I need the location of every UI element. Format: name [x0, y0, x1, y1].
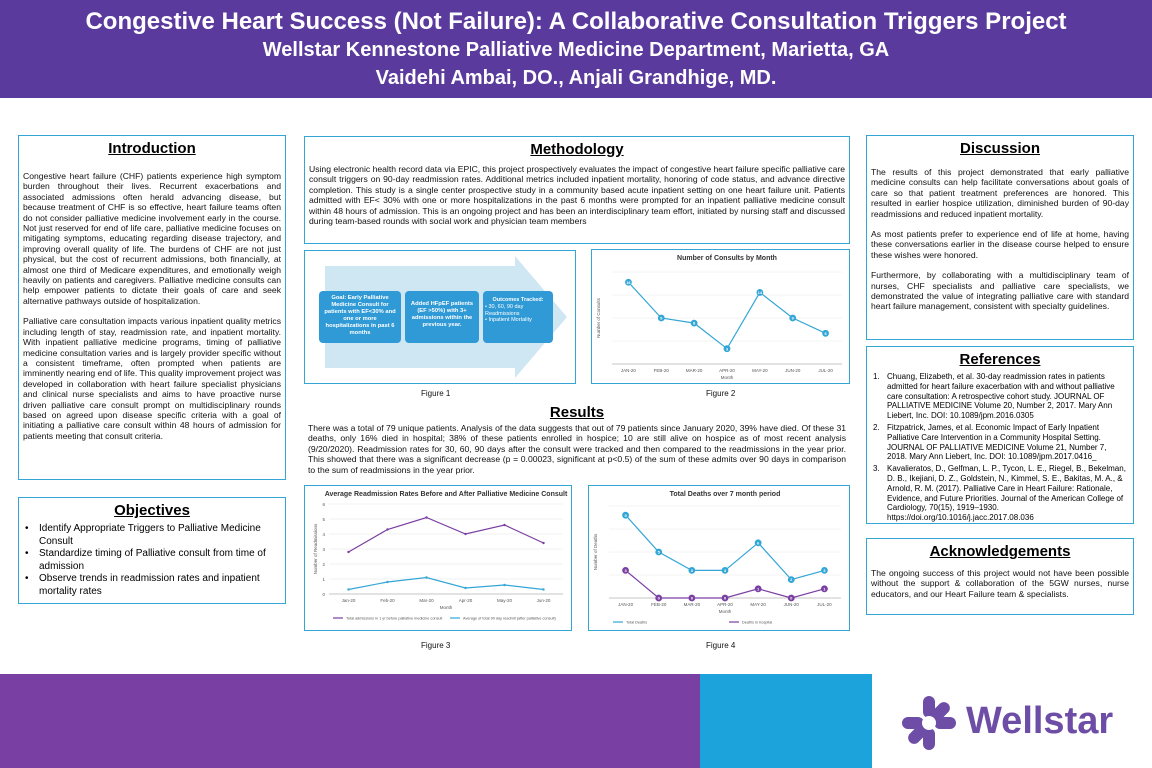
data-point [386, 581, 388, 583]
data-point [464, 533, 466, 535]
data-point [386, 528, 388, 530]
x-tick-label: JUL-20 [818, 368, 833, 373]
objective-item: • Observe trends in readmission rates and inpatient mortality rates [23, 573, 279, 598]
x-tick-label: JAN-20 [620, 368, 636, 373]
discussion-paragraph-1: The results of this project demonstrated that early palliative medicine consults can help facilitate conversations about goals of care so that patient treatment preferences are honored. This resulted in earlier hospice utilization, diminished burden of 90-day readmissions and reduced inpatient mortality. [871, 167, 1129, 219]
data-point [503, 584, 505, 586]
data-point [425, 576, 427, 578]
data-label: 3 [723, 568, 727, 573]
data-label: 0 [657, 595, 660, 601]
outcomes-title: Outcomes Tracked: [492, 297, 544, 303]
y-tick-label: 5 [322, 517, 325, 522]
data-label: 2 [790, 577, 793, 583]
figure-3-label: Figure 3 [421, 641, 451, 650]
x-tick-label: May-20 [496, 598, 513, 603]
figure-2-label: Figure 2 [706, 389, 736, 398]
footer-blue-band [700, 674, 872, 768]
acknowledgements-heading: Acknowledgements [929, 543, 1071, 560]
reference-item: 3. Kavalieratos, D., Gelfman, L. P., Tycon, L. E., Riegel, B., Bekelman, D. B., Ikejiani, D. Z., Goldstein, N., Kimmel, S. E., Bakitas, M. A., & Arnold, R. M. (2017). Palliative Care in Heart Failure: Rationale, Evidence, and Future Priorities. Journal of the American College of Cardiology, 70(15), 1919–1930. https://doi.org/10.1016/j.jacc.2017.08.036 [873, 464, 1126, 523]
introduction-paragraph-1: Congestive heart failure (CHF) patients experience high symptom burden throughout their lives. Recurrent exacerbations and associated admissions often herald advancing disease, but because treatment of CHF is so effective, heart failure teams often do not consider palliative medicine involvement early in the course. Not just reserved for end of life care, palliative medicine focuses on mitigating symptoms, educating regarding disease trajectory, and improving overall quality of life. The burdens of CHF are not just physical, but the cost of recurrent admissions, both financially, at almost one third of Medicare expenditures, and emotionally weigh heavily on patients and caregivers. Palliative medicine consults can help empower patients to dictate their goals of care and seek alternative pathways outside of hospitalization. [23, 171, 281, 306]
x-tick-label: JUL-20 [817, 602, 832, 607]
figure-3-chart [305, 486, 571, 630]
data-point [542, 588, 544, 590]
data-label: 16 [626, 279, 631, 285]
wellstar-logo-text: Wellstar [966, 700, 1114, 742]
x-axis-label: Month [718, 609, 732, 614]
legend-label: Average of total 90 day readmit (after palliative consult) [463, 616, 556, 621]
hfpef-box-text: Added HFpEF patients (EF >50%) with 3+ admissions within the previous year. [410, 301, 474, 328]
data-point [464, 587, 466, 589]
data-label: 3 [725, 346, 729, 352]
chart-title: Number of Consults by Month [677, 255, 777, 262]
footer-purple-band [0, 674, 700, 768]
introduction-heading: Introduction [108, 140, 196, 157]
methodology-section [304, 136, 850, 244]
figure-2 [591, 249, 850, 384]
data-point [503, 524, 505, 526]
figure-1-diagram [305, 251, 575, 383]
x-tick-label: Feb-20 [380, 598, 395, 603]
series-line [626, 570, 825, 598]
results-section [304, 404, 850, 480]
wellstar-star-icon [902, 696, 956, 750]
data-label: 8 [693, 320, 696, 326]
discussion-paragraph-3: Furthermore, by collaborating with a multidisciplinary team of nurses, CHF specialists and palliative care specialists, we demonstrated the value of integrating palliative care with standard heart failure management, consistent with specialty guidelines. [871, 270, 1129, 312]
y-tick-label: 3 [322, 547, 325, 552]
x-tick-label: APR-20 [719, 368, 735, 373]
x-tick-label: MAR-20 [685, 368, 703, 373]
series-line [349, 578, 544, 590]
discussion-paragraph-2: As most patients prefer to experience end of life at home, having these conversations earlier in the disease course helped to ensure these wishes were honored. [871, 229, 1129, 260]
outcome-item: • 30, 60, 90 day Readmissions [485, 303, 524, 317]
data-label: 14 [757, 290, 763, 296]
data-label: 0 [690, 595, 693, 601]
y-axis-label: Number of Deaths [593, 533, 598, 571]
reference-item: 1. Chuang, Elizabeth, et al. 30-day readmission rates in patients admitted for heart failure exacerbation with and without palliative care consultation: A retrospective cohort study. JOURNAL OF PALLIATIVE MEDICINE Volume 20, Number 2, 2017. Mary Ann Liebert, Inc. DOI: 10.1089/jpm.2016.0305 [873, 372, 1115, 421]
data-label: 9 [660, 315, 663, 321]
discussion-heading: Discussion [959, 140, 1041, 157]
y-tick-label: 6 [322, 502, 325, 507]
poster-title: Congestive Heart Success (Not Failure): A Collaborative Consultation Triggers Project [85, 8, 1067, 35]
methodology-text: Using electronic health record data via EPIC, this project prospectively evaluates the impact of congestive heart failure specific palliative care consult triggers on 90-day readmission rates. Additional metrics included inpatient mortality, honoring of code status, and advance directive completion. This study is a single center prospective study in a community based acute inpatient setting on one heart failure unit. Patients admitted with EF< 30% with one or more hospitalizations in the past 6 months were prompted for an inpatient palliative medicine consult within 48 hours of admission. This is an ongoing project and has been an interdisciplinary team effort, initiated by nursing staff and discussed during team-based rounds with social work and physician team members [309, 164, 845, 227]
data-label: 9 [624, 512, 627, 518]
figure-4 [588, 485, 850, 631]
data-label: 5 [657, 549, 660, 555]
figure-1-label: Figure 1 [421, 389, 451, 398]
outcome-item: • Inpatient Mortality [485, 317, 532, 324]
references-heading: References [959, 351, 1041, 368]
data-point [347, 551, 349, 553]
data-label: 0 [790, 595, 793, 601]
chart-title: Average Readmission Rates Before and After Palliative Medicine Consult [324, 491, 568, 498]
y-tick-label: 1 [322, 577, 325, 582]
legend-label: Deaths in hospital [742, 620, 773, 625]
objectives-heading: Objectives [114, 502, 190, 519]
data-label: 1 [757, 586, 760, 592]
x-tick-label: APR-20 [717, 602, 733, 607]
data-point [347, 588, 349, 590]
discussion-section [866, 135, 1134, 340]
data-point [425, 516, 427, 518]
y-tick-label: 2 [322, 562, 325, 567]
x-tick-label: MAY-20 [752, 368, 768, 373]
data-label: 6 [757, 540, 760, 546]
figure-3 [304, 485, 572, 631]
poster-authors: Vaidehi Ambai, DO., Anjali Grandhige, MD. [375, 67, 777, 89]
data-label: 3 [823, 568, 826, 573]
introduction-paragraph-2: Palliative care consultation impacts various inpatient quality metrics including length of stay, readmission rate, and inpatient mortality. With inpatient palliative medicine programs, timing of palliative medicine consultation varies and is largely provider specific without a consistent timeframe, often prompted when patients are imminently nearing end of life. This quality improvement project was developed in collaboration with heart failure specialist physicians and clinical nurse specialists and aims to have proactive nurse driven palliative care consult prompt on multidisciplinary rounds based on agreed upon disease specific criteria with a goal of initiating a palliative care consult within 48 hours of admission for patients meeting that consult criteria. [23, 316, 281, 441]
objective-item: • Standardize timing of Palliative consult from time of admission [23, 548, 279, 573]
objectives-list [19, 519, 285, 598]
data-label: 0 [723, 595, 727, 601]
figure-4-label: Figure 4 [706, 641, 736, 650]
x-tick-label: JAN-20 [618, 602, 634, 607]
data-label: 1 [823, 586, 826, 592]
x-tick-label: MAR-20 [683, 602, 701, 607]
figure-4-chart [589, 486, 849, 630]
references-list [867, 368, 1133, 523]
figure-2-chart [592, 250, 849, 383]
x-axis-label: Month [720, 375, 734, 380]
data-label: 9 [791, 315, 794, 321]
data-label: 3 [690, 568, 693, 573]
legend-label: Total Deaths [626, 620, 648, 625]
poster-header [0, 0, 1152, 98]
reference-item: 2. Fitzpatrick, James, et al. Economic Impact of Early Inpatient Palliative Care Intervention in a Community Hospital Setting. JOURNAL OF PALLIATIVE MEDICINE Volume 21, Number 7, 2018. Mary Ann Liebert, Inc. DOI: 10.1089/jpm.2017.0416_ [873, 422, 1107, 462]
data-label: 3 [624, 568, 627, 573]
references-section [866, 346, 1134, 524]
y-axis-label: Number of Consults [596, 298, 601, 338]
y-tick-label: 4 [322, 532, 325, 537]
methodology-heading: Methodology [530, 141, 624, 158]
results-text: There was a total of 79 unique patients. Analysis of the data suggests that out of 79 patients since January 2020, 39% have died. Of these 31 deaths, only 16% died in hospital; 38% of these patients enrolled in hospice; 10 are still alive on hospice as of most recent analysis (9/20/2020). Readmission rates for 30, 60, 90 days after the consult were tracked and then compared to the readmissions in the year prior. This showed that there was a significant decrease (p = 0.00023, significant at p<0.5) of the sum of these admits over 90 days in comparison to the sum of readmissions in the year prior. [308, 423, 846, 475]
x-tick-label: Mar-20 [419, 598, 434, 603]
x-tick-label: JUN-20 [783, 602, 799, 607]
x-tick-label: Jun-20 [536, 598, 551, 603]
objectives-section [18, 497, 286, 604]
results-heading: Results [549, 404, 605, 421]
goal-box-text: Goal: Early Palliative Medicine Consult for patients with EF<30% and one or more hospitalizations in past 6 months [324, 295, 396, 336]
x-tick-label: FEB-20 [653, 368, 669, 373]
x-tick-label: Jan-20 [341, 598, 356, 603]
figure-1 [304, 250, 576, 384]
data-point [542, 542, 544, 544]
introduction-section [18, 135, 286, 480]
poster-department: Wellstar Kennestone Palliative Medicine Department, Marietta, GA [262, 39, 890, 61]
objective-item: • Identify Appropriate Triggers to Palliative Medicine Consult [23, 523, 279, 548]
legend-label: Total admissions in 1 yr before palliative medicine consult [346, 616, 443, 621]
x-tick-label: JUN-20 [785, 368, 801, 373]
x-tick-label: Apr-20 [458, 598, 473, 603]
x-tick-label: MAY-20 [750, 602, 766, 607]
x-axis-label: Month [439, 605, 453, 610]
series-line [349, 518, 544, 553]
chart-title: Total Deaths over 7 month period [669, 491, 781, 498]
y-axis-label: Number of Readmissions [313, 523, 318, 575]
data-label: 6 [824, 330, 827, 336]
y-tick-label: 0 [322, 592, 325, 597]
acknowledgements-text: The ongoing success of this project would not have been possible without the support & collaboration of the 5GW nurses, nurse educators, and our Heart Failure team & specialists. [871, 568, 1129, 599]
acknowledgements-section [866, 538, 1134, 615]
x-tick-label: FEB-20 [651, 602, 667, 607]
